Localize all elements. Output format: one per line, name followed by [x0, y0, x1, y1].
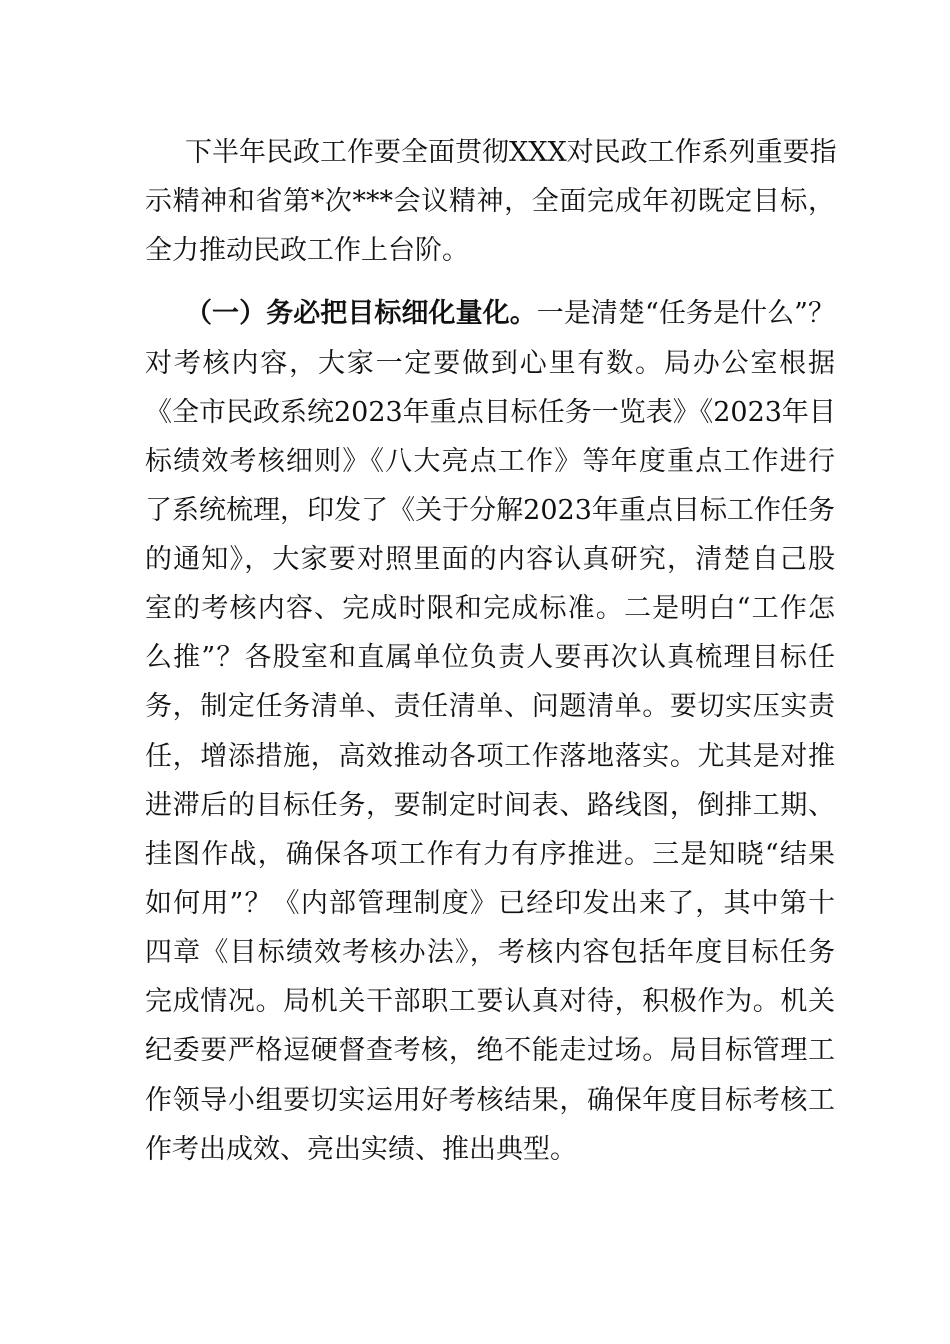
section1-heading: （一）务必把目标细化量化。	[185, 298, 537, 329]
section1-line-1: 对考核内容，大家一定要做到心里有数。局办公室根据	[145, 348, 835, 379]
section1-line-10: 进滞后的目标任务，要制定时间表、路线图，倒排工期、	[145, 790, 835, 821]
section1-line-6: 室的考核内容、完成时限和完成标准。二是明白“工作怎	[145, 593, 835, 624]
intro-line-1: 下半年民政工作要全面贯彻XXX对民政工作系列重要指	[185, 137, 837, 168]
section1-line-9: 任，增添措施，高效推动各项工作落地落实。尤其是对推	[145, 741, 835, 772]
section1-line-15: 纪委要严格逗硬督查考核，绝不能走过场。局目标管理工	[145, 1035, 835, 1066]
intro-line-3: 全力推动民政工作上台阶。	[145, 235, 469, 266]
section1-line-8: 务，制定任务清单、责任清单、问题清单。要切实压实责	[145, 691, 835, 722]
section1-first-line-rest: 一是清楚“任务是什么”？	[536, 298, 836, 329]
section1-line-11: 挂图作战，确保各项工作有力有序推进。三是知晓“结果	[145, 839, 835, 870]
section1-line-12: 如何用”？《内部管理制度》已经印发出来了，其中第十	[145, 888, 835, 919]
section1-line-17: 作考出成效、亮出实绩、推出典型。	[145, 1134, 577, 1165]
section1-line-16: 作领导小组要切实运用好考核结果，确保年度目标考核工	[145, 1085, 835, 1116]
intro-line-2: 示精神和省第*次***会议精神，全面完成年初既定目标，	[145, 186, 835, 217]
section1-line-4: 了系统梳理，印发了《关于分解2023年重点目标工作任务	[145, 495, 835, 526]
section1-line-14: 完成情况。局机关干部职工要认真对待，积极作为。机关	[145, 986, 835, 1017]
section1-line-2: 《全市民政系统2023年重点目标任务一览表》《2023年目	[145, 397, 836, 428]
section1-line-7: 么推”？各股室和直属单位负责人要再次认真梳理目标任	[145, 642, 835, 673]
section1-first-line	[185, 292, 835, 336]
section1-line-5: 的通知》，大家要对照里面的内容认真研究，清楚自己股	[145, 544, 835, 575]
section1-line-3: 标绩效考核细则》《八大亮点工作》等年度重点工作进行	[145, 446, 835, 477]
section1-line-13: 四章《目标绩效考核办法》，考核内容包括年度目标任务	[145, 937, 835, 968]
